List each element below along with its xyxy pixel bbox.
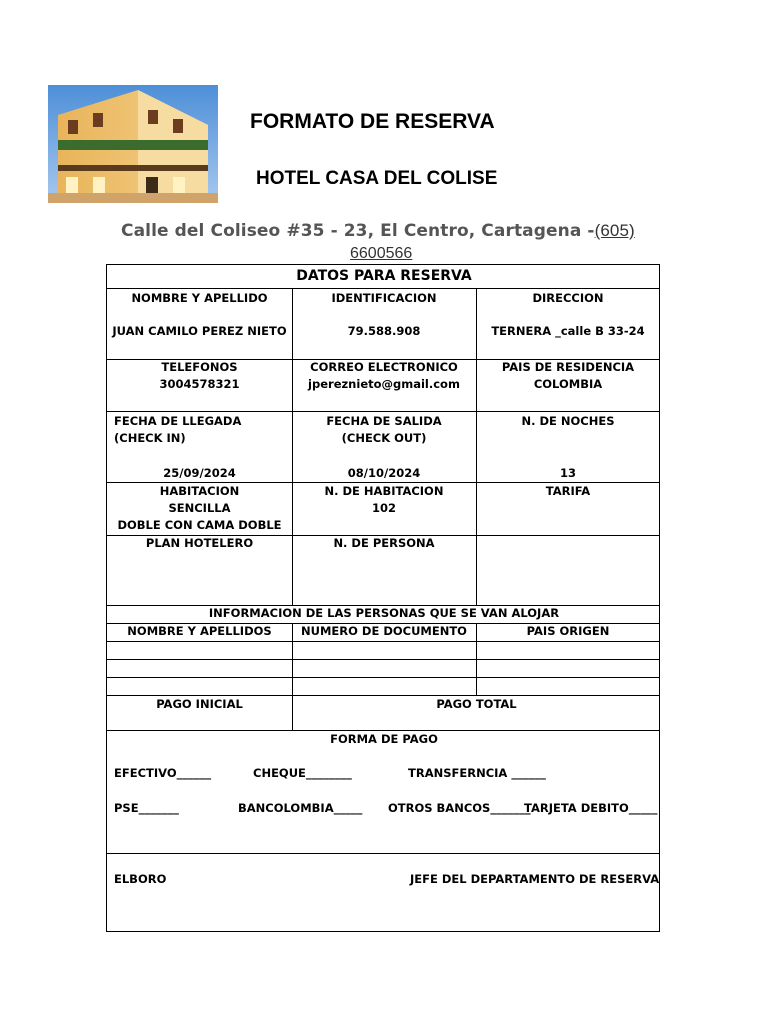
phone-label: TELEFONOS	[161, 360, 238, 374]
total-payment-label: PAGO TOTAL	[436, 697, 517, 711]
guest-names-header: NOMBRE Y APELLIDOS	[127, 624, 272, 638]
id-value: 79.588.908	[347, 324, 421, 338]
form-title: FORMATO DE RESERVA	[250, 110, 495, 133]
country-label: PAIS DE RESIDENCIA	[501, 360, 635, 374]
guest-document-header: NUMERO DE DOCUMENTO	[301, 624, 467, 638]
departure-label: FECHA DE SALIDA	[326, 414, 442, 428]
transfer-option: TRANSFERNCIA ______	[408, 766, 546, 780]
arrival-value: 25/09/2024	[163, 466, 236, 480]
other-banks-option: OTROS BANCOS_______	[388, 801, 531, 815]
arrival-label: FECHA DE LLEGADA	[114, 414, 242, 428]
guests-title: INFORMACION DE LAS PERSONAS QUE SE VAN ALOJAR	[208, 606, 560, 620]
room-number-value: 102	[371, 501, 396, 515]
cash-option: EFECTIVO______	[114, 766, 212, 780]
payment-method-title: FORMA DE PAGO	[330, 732, 438, 746]
email-value: jpereznieto@gmail.com	[308, 377, 460, 391]
rate-label: TARIFA	[545, 484, 591, 498]
guest-origin-header: PAIS ORIGEN	[526, 624, 610, 638]
department-head-label: JEFE DEL DEPARTAMENTO DE RESERVA	[410, 872, 660, 886]
debit-card-option: TARJETA DEBITO_____	[524, 801, 658, 815]
plan-label: PLAN HOTELERO	[145, 536, 254, 550]
name-value: JUAN CAMILO PEREZ NIETO	[112, 324, 287, 338]
id-label: IDENTIFICACION	[331, 291, 437, 305]
phone-prefix: (605)	[594, 221, 635, 240]
check-in-label: (CHECK IN)	[114, 431, 186, 445]
check-option: CHEQUE________	[253, 766, 352, 780]
check-out-label: (CHECK OUT)	[341, 431, 427, 445]
bancolombia-option: BANCOLOMBIA_____	[238, 801, 363, 815]
room-single: SENCILLA	[168, 501, 231, 515]
room-label: HABITACION	[159, 484, 240, 498]
hotel-phone: 6600566	[350, 245, 413, 262]
room-double: DOBLE CON CAMA DOBLE	[117, 518, 282, 532]
hotel-name: HOTEL CASA DEL COLISE	[256, 168, 498, 189]
departure-value: 08/10/2024	[347, 466, 421, 480]
section-title: DATOS PARA RESERVA	[296, 268, 472, 284]
phone-value: 3004578321	[159, 377, 240, 391]
address-value: TERNERA _calle B 33-24	[491, 324, 645, 338]
name-label: NOMBRE Y APELLIDO	[131, 291, 268, 305]
nights-value: 13	[559, 466, 576, 480]
persons-label: N. DE PERSONA	[333, 536, 435, 550]
hotel-photo	[48, 85, 218, 203]
address-label: DIRECCION	[532, 291, 604, 305]
country-value: COLOMBIA	[533, 377, 603, 391]
hotel-address	[121, 221, 635, 241]
email-label: CORREO ELECTRONICO	[310, 360, 458, 374]
reservation-form	[106, 264, 660, 932]
address-text: Calle del Coliseo #35 - 23, El Centro, Cartagena -	[121, 221, 595, 241]
nights-label: N. DE NOCHES	[521, 414, 615, 428]
pse-option: PSE_______	[114, 801, 179, 815]
prepared-by-label: ELBORO	[114, 872, 167, 886]
initial-payment-label: PAGO INICIAL	[156, 697, 243, 711]
room-number-label: N. DE HABITACION	[324, 484, 444, 498]
